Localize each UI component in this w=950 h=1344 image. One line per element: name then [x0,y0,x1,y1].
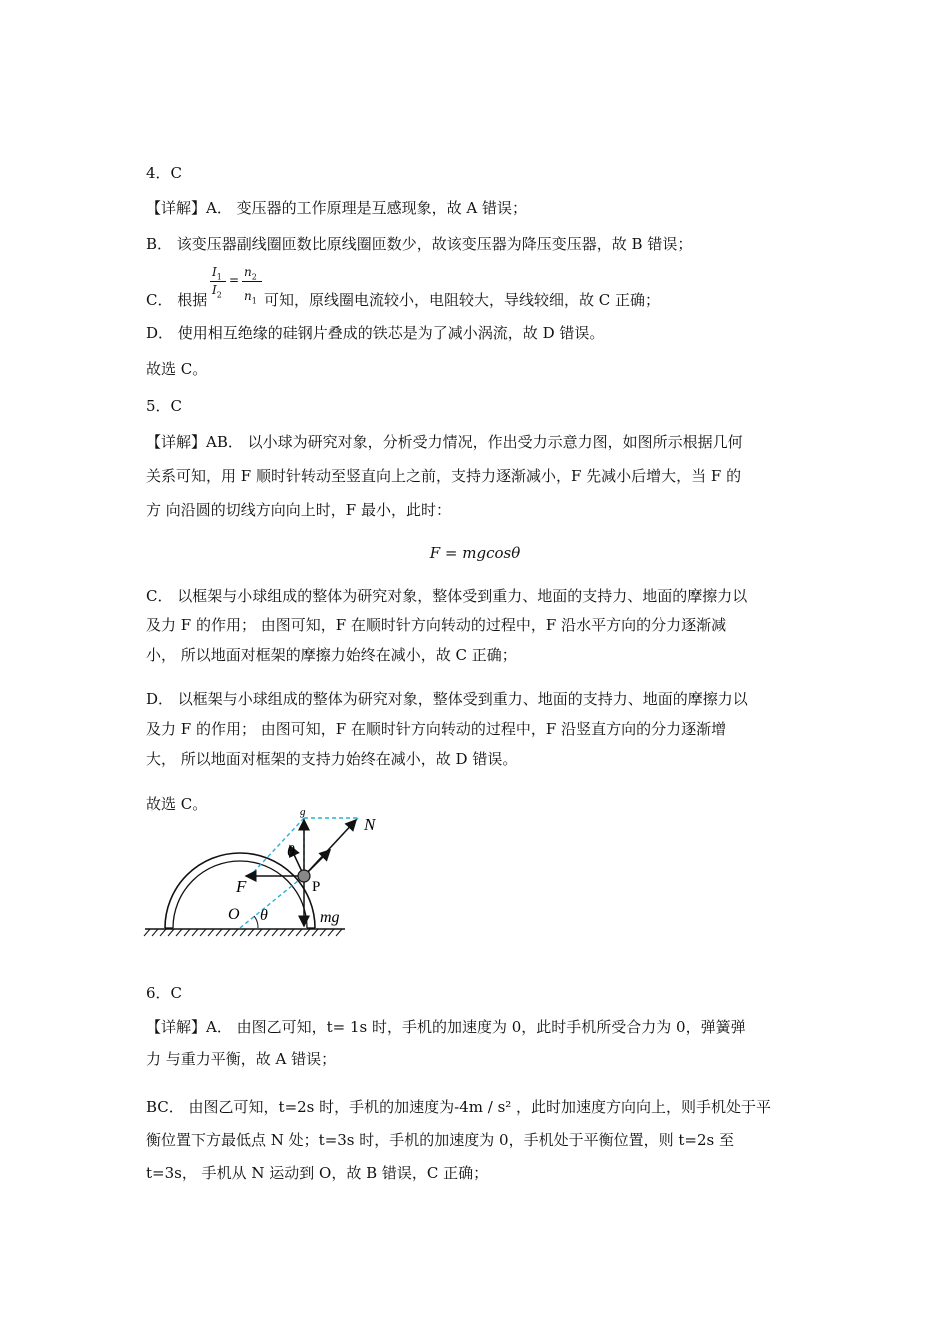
q5-explanation-ab-1: 【详解】AB． 以小球为研究对象，分析受力情况，作出受力示意力图，如图所示根据几何 [146,433,743,451]
q5-explanation-d-3: 大， 所以地面对框架的支持力始终在减小，故 D 错误。 [146,750,518,768]
label-theta-bottom: θ [260,907,268,924]
q4-explanation-a: 【详解】A． 变压器的工作原理是互感现象，故 A 错误； [146,199,527,217]
frac-bar-right [242,281,262,282]
q5-explanation-c-3: 小， 所以地面对框架的摩擦力始终在减小，故 C 正确； [146,646,517,664]
label-theta-top: θ [287,843,295,860]
q4-explanation-d: D． 使用相互绝缘的硅钢片叠成的铁芯是为了减小涡流，故 D 错误。 [146,324,605,342]
q4-explanation-b: B． 该变压器副线圈匝数比原线圈匝数少，故该变压器为降压变压器，故 B 错误； [146,235,693,253]
q6-explanation-bc-2: 衡位置下方最低点 N 处；t=3s 时，手机的加速度为 0，手机处于平衡位置，则 t=2s 至 [146,1131,734,1149]
ground-hatching [144,929,342,936]
label-mg: mg [320,909,340,926]
angle-arc-o [254,916,258,928]
frac-numerator-i1: $I_1$ [212,265,222,282]
q6-explanation-a-2: 力 与重力平衡，故 A 错误； [146,1050,337,1068]
q6-explanation-bc-1: BC． 由图乙可知，t=2s 时，手机的加速度为-4m / s² ，此时加速度方向向上，则手机处于平 [146,1098,772,1116]
q5-heading: 5．C [146,397,183,415]
frac-numerator-n2: $n_2$ [244,265,257,282]
q4-conclusion: 故选 C。 [146,360,208,378]
q5-explanation-d-2: 及力 F 的作用； 由图可知，F 在顺时针方向转动的过程中，F 沿竖直方向的分力逐渐增 [146,720,727,738]
q5-formula: F = mgcosθ [429,544,521,562]
q5-explanation-ab-2: 关系可知，用 F 顺时针转动至竖直向上之前，支持力逐渐减小，F 先减小后增大，当 F 的 [146,467,742,485]
q5-explanation-c-2: 及力 F 的作用； 由图可知，F 在顺时针方向转动的过程中，F 沿水平方向的分力逐渐减 [146,616,727,634]
frac-bar-left [210,281,226,282]
label-o: O [228,906,240,923]
force-diagram [140,806,400,941]
q5-conclusion: 故选 C。 [146,795,208,813]
label-n: N [364,815,376,834]
q6-heading: 6．C [146,984,183,1002]
label-f: F [236,877,247,896]
q5-explanation-c-1: C． 以框架与小球组成的整体为研究对象，整体受到重力、地面的支持力、地面的摩擦力以 [146,587,748,605]
ball-p [298,870,310,882]
label-g: g [300,806,306,818]
q4-heading: 4．C [146,164,183,182]
q5-explanation-ab-3: 方 向沿圆的切线方向向上时，F 最小，此时： [146,501,451,519]
frac-equals: = [229,273,240,287]
q6-explanation-bc-3: t=3s， 手机从 N 运动到 O，故 B 错误，C 正确； [146,1164,489,1182]
frac-denominator-i2: $I_2$ [212,283,222,300]
q5-explanation-d-1: D． 以框架与小球组成的整体为研究对象，整体受到重力、地面的支持力、地面的摩擦力以 [146,690,748,708]
frac-denominator-n1: $n_1$ [244,289,257,306]
q4-explanation-c-suffix: 可知，原线圈电流较小，电阻较大，导线较细，故 C 正确； [264,291,661,309]
q6-explanation-a-1: 【详解】A． 由图乙可知，t= 1s 时，手机的加速度为 0，此时手机所受合力为 0，弹簧弹 [146,1018,746,1036]
q4-explanation-c-prefix: C． 根据 [146,291,208,309]
label-p: P [312,879,321,895]
